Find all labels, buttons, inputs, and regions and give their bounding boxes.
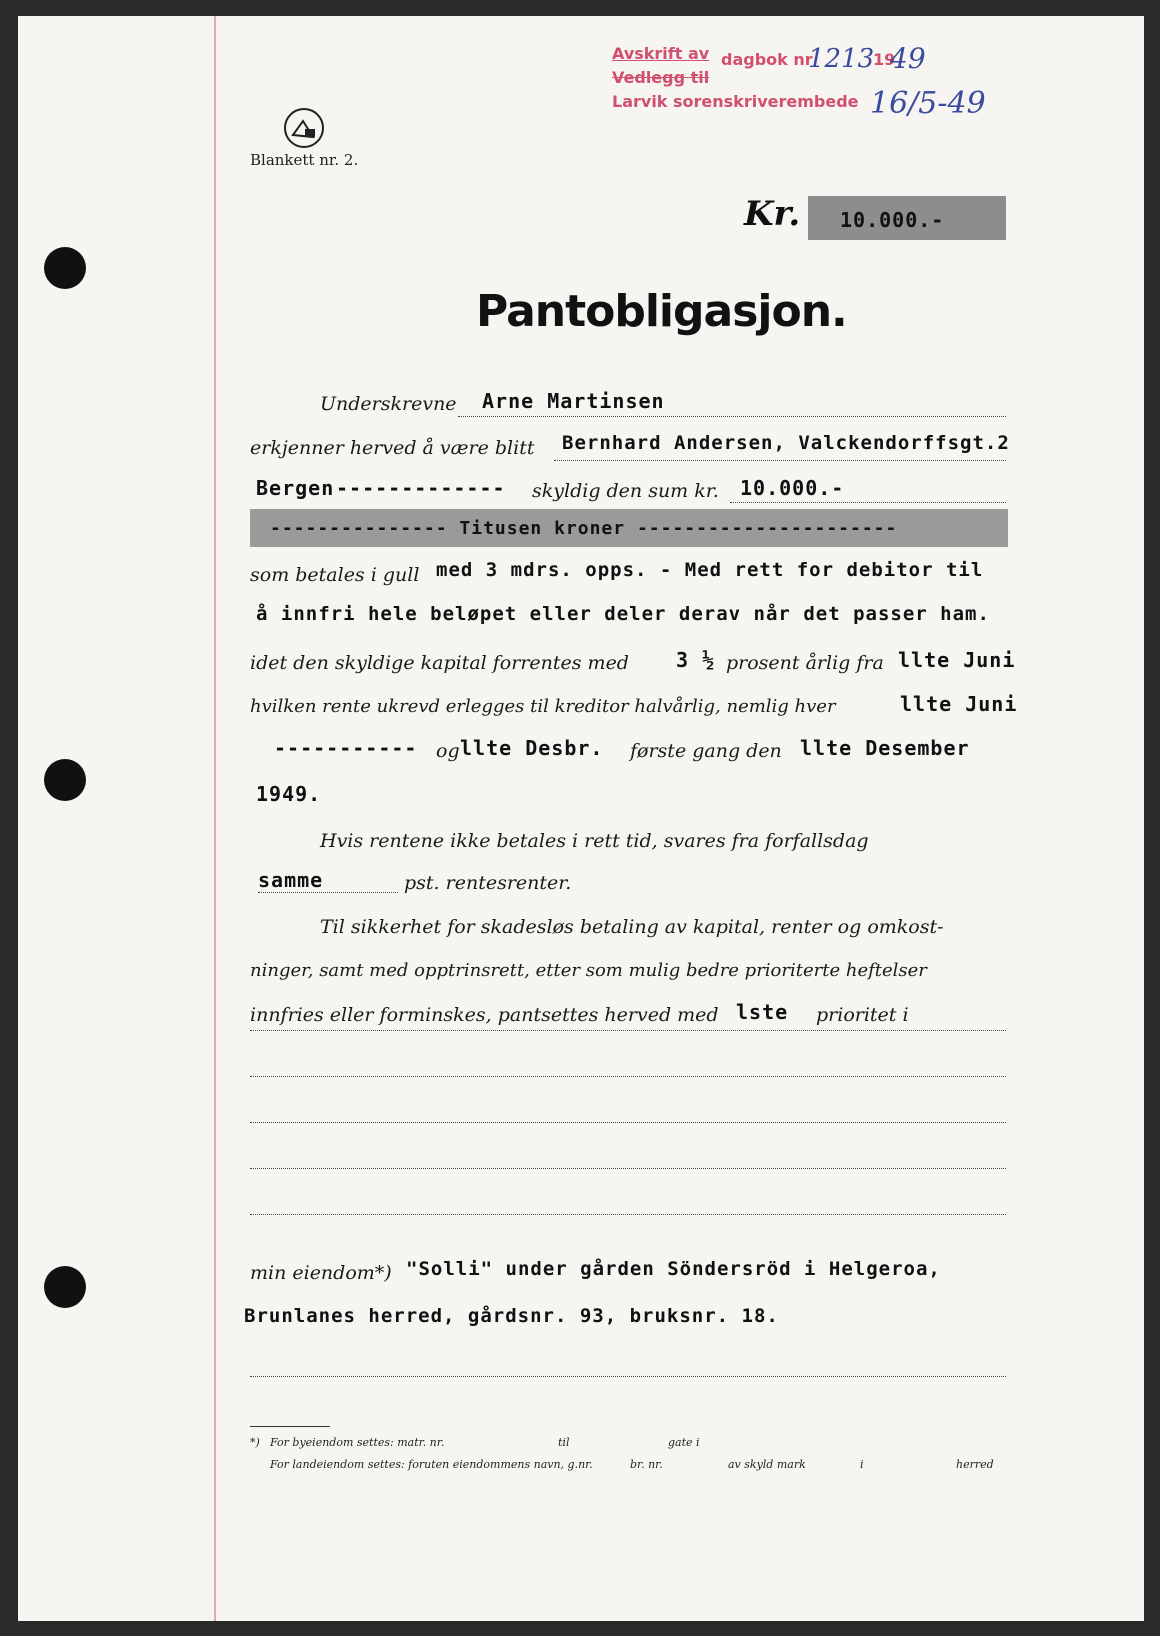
security-line-2: ninger, samt med opptrinsrett, etter som mulig bedre prioriterte heftelser [250,960,927,981]
footnote-rule [250,1426,330,1427]
footnote-line2-label: For landeiendom settes: foruten eiendommens navn, g.nr. [270,1458,593,1471]
blankett-number: Blankett nr. 2. [250,151,359,169]
owing-label: skyldig den sum kr. [532,480,719,502]
footnote-line2-i: i [860,1458,864,1471]
og-label: og [436,740,460,762]
first-year: 1949. [256,782,322,806]
footnote-line1-label: For byeiendom settes: matr. nr. [270,1436,445,1449]
margin-rule [214,16,216,1621]
fill-line [250,1122,1006,1123]
pay-terms-2: å innfri hele beløpet eller deler derav når det passer ham. [256,603,990,625]
amount-label: Kr. [744,194,801,234]
punch-hole [44,1266,86,1308]
stamp-date: 16/5-49 [870,86,986,121]
footnote-line1-gate: gate i [668,1436,700,1449]
document-title: Pantobligasjon. [476,286,847,337]
stamp-entry-number: 1213 [808,44,875,74]
amount-words: --------------- Titusen kroner ---------------------- [270,518,898,539]
fill-line [730,502,1006,503]
pay-terms-1: med 3 mdrs. opps. - Med rett for debitor til [436,559,984,581]
interest-from: llte Juni [898,648,1016,672]
stamp-year-suffix: 49 [890,42,926,75]
semi-date-1: llte Juni [900,692,1018,716]
fill-line [250,1030,1006,1031]
publisher-logo-icon [283,107,325,149]
late-interest-value: samme [258,868,324,892]
interest-label: idet den skyldige kapital forrentes med [250,652,629,674]
fill-line [258,892,398,893]
priority-label: prioritet i [816,1004,909,1026]
percent-label: prosent årlig fra [726,652,884,674]
fill-line [554,460,1006,461]
creditor-city: Bergen [256,476,335,500]
stamp-year-prefix: 19 [873,50,896,69]
stamp-line1: Avskrift av [612,44,710,63]
late-interest-suffix: pst. rentesrenter. [404,872,572,894]
creditor: Bernhard Andersen, Valckendorffsgt.2 [562,432,1010,454]
acknowledge-label: erkjenner herved å være blitt [250,437,535,459]
late-interest-label: Hvis rentene ikke betales i rett tid, svares fra forfallsdag [320,830,869,852]
footnote-line1-til: til [558,1436,570,1449]
fill-line [458,416,1006,417]
footnote-marker: *) [250,1436,260,1449]
city-dashes: ------------- [336,476,506,500]
footnote-line2-herred: herred [956,1458,994,1471]
punch-hole [44,759,86,801]
security-line-1: Til sikkerhet for skadesløs betaling av kapital, renter og omkost- [320,916,944,938]
stamp-line1b: dagbok nr [721,50,813,69]
fill-line [250,1376,1006,1377]
fill-line [250,1214,1006,1215]
semi-date-2: llte Desbr. [460,736,604,760]
dashes-line: ----------- [274,736,418,760]
fill-line [250,1168,1006,1169]
pay-label: som betales i gull [250,564,420,586]
stamp-line2: Vedlegg til [612,68,710,87]
punch-hole [44,247,86,289]
undersigned-name: Arne Martinsen [482,389,665,413]
footnote-line2-br: br. nr. [630,1458,663,1471]
document-page [18,16,1144,1621]
priority-value: lste [736,1000,789,1024]
undersigned-label: Underskrevne [320,393,457,415]
footnote-line2-av: av skyld mark [728,1458,806,1471]
first-label: første gang den [630,740,782,762]
first-date: llte Desember [800,736,970,760]
property-line-2: Brunlanes herred, gårdsnr. 93, bruksnr. 18. [244,1305,779,1327]
stamp-line3: Larvik sorenskriverembede [612,92,859,111]
semi-annual-label: hvilken rente ukrevd erlegges til kreditor halvårlig, nemlig hver [250,696,836,717]
fill-line [250,1076,1006,1077]
property-label: min eiendom*) [250,1262,392,1284]
owing-amount: 10.000.- [740,476,845,500]
interest-rate: 3 ½ [676,648,716,672]
security-line-3: innfries eller forminskes, pantsettes herved med [250,1004,719,1026]
amount-value: 10.000.- [840,208,945,232]
property-line-1: "Solli" under gården Söndersröd i Helgeroa, [406,1258,941,1280]
